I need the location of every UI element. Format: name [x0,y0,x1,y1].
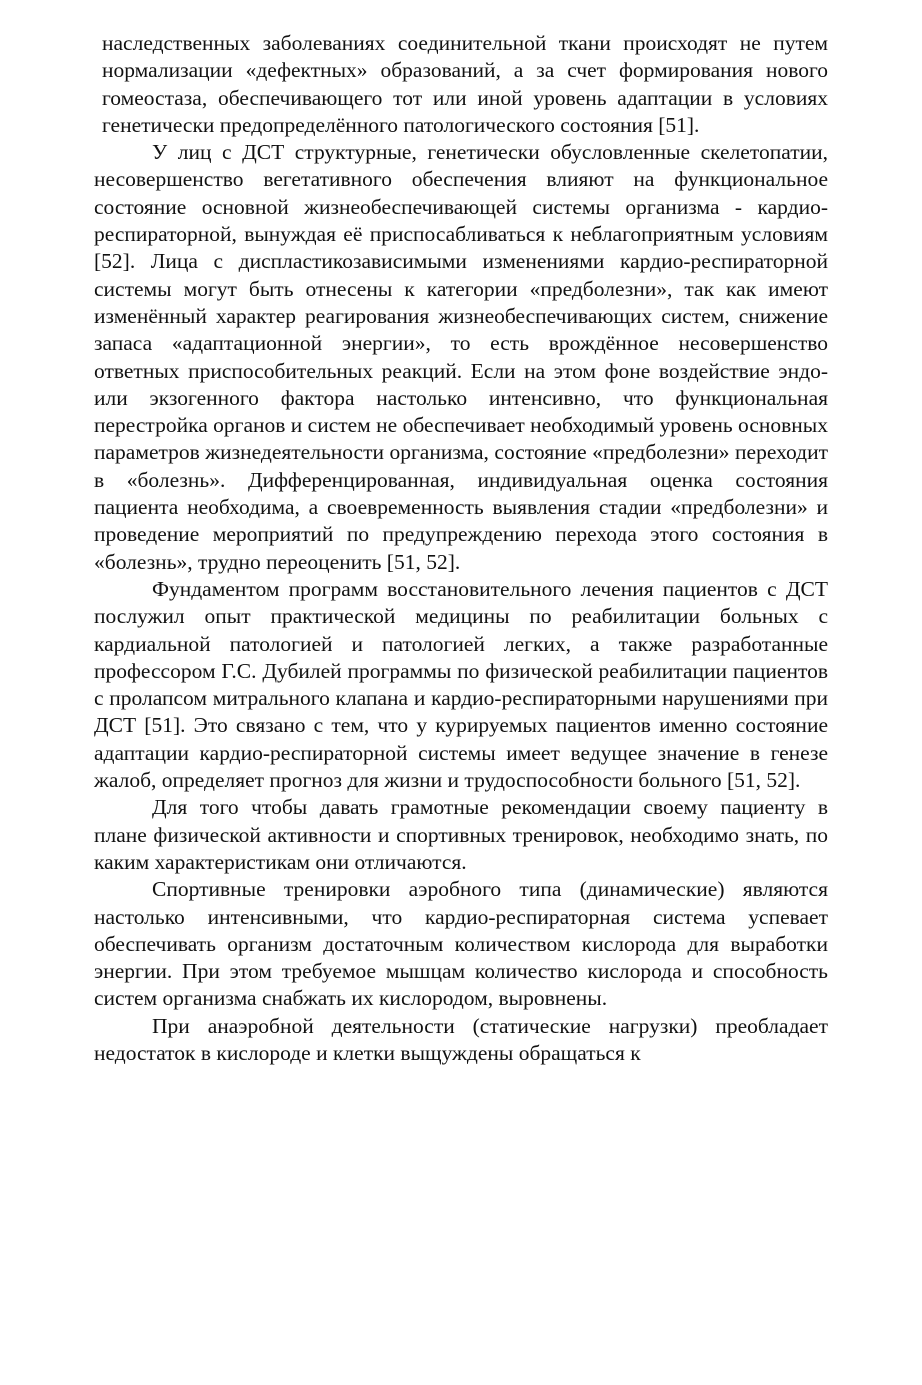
paragraph-anaerobic-activity: При анаэробной деятельности (статические нагрузки) преобладает недостаток в кислороде и клетки выщуждены обращаться к [94,1013,828,1065]
paragraph-rehabilitation-programs: Фундаментом программ восстановительного лечения пациентов с ДСТ послужил опыт практической медицины по реабилитации больных с кардиальной патологией и патологией легких, а также разработанные профессором Г.С. Дубилей программы по физической реабилитации пациентов с пролапсом митрального клапана и кардио-респираторными нарушениями при ДСТ [51]. Это связано с тем, что у курируемых пациентов именно состояние адаптации кардио-респираторной системы имеет ведущее значение в генезе жалоб, определяет прогноз для жизни и трудоспособности больного [51, 52]. [94,576,828,793]
paragraph-aerobic-training: Спортивные тренировки аэробного типа (динамические) являются настолько интенсивными, что кардио-респираторная система успевает обеспечивать организм достаточным количеством кислорода для выработки энергии. При этом требуемое мышцам количество кислорода и способность систем организма снабжать их кислородом, выровнены. [94,877,828,1011]
paragraph-dst-adaptation: У лиц с ДСТ структурные, генетически обусловленные скелетопатии, несовершенство вегетативного обеспечения влияют на функциональное состояние основной жизнеобеспечивающей системы организма - кардио-респираторной, вынуждая её приспосабливаться к неблагоприятным условиям [52]. Лица с диспластикозависимыми изменениями кардио-респираторной системы могут быть отнесены к категории «предболезни», так как имеют изменённый характер реагирования жизнеобеспечивающих систем, снижение запаса «адаптационной энергии», то есть врождённое несовершенство ответных приспособительных реакций. Если на этом фоне воздействие эндо- или экзогенного фактора настолько интенсивно, что функциональная перестройка органов и систем не обеспечивает необходимый уровень основных параметров жизнедеятельности организма, состояние «предболезни» переходит в «болезнь». Дифференцированная, индивидуальная оценка состояния пациента необходима, а своевременность выявления стадии «предболезни» и проведение мероприятий по предупреждению перехода этого состояния в «болезнь», трудно переоценить [51, 52]. [94,140,828,574]
document-page [94,30,828,1067]
paragraph-recommendations: Для того чтобы давать грамотные рекомендации своему пациенту в плане физической активности и спортивных тренировок, необходимо знать, по каким характеристикам они отличаются. [94,795,828,874]
paragraph-continued: наследственных заболеваниях соединительной ткани происходят не путем нормализации «дефектных» образований, а за счет формирования нового гомеостаза, обеспечивающего тот или иной уровень адаптации в условиях генетически предопределённого патологического состояния [51]. [102,31,828,137]
